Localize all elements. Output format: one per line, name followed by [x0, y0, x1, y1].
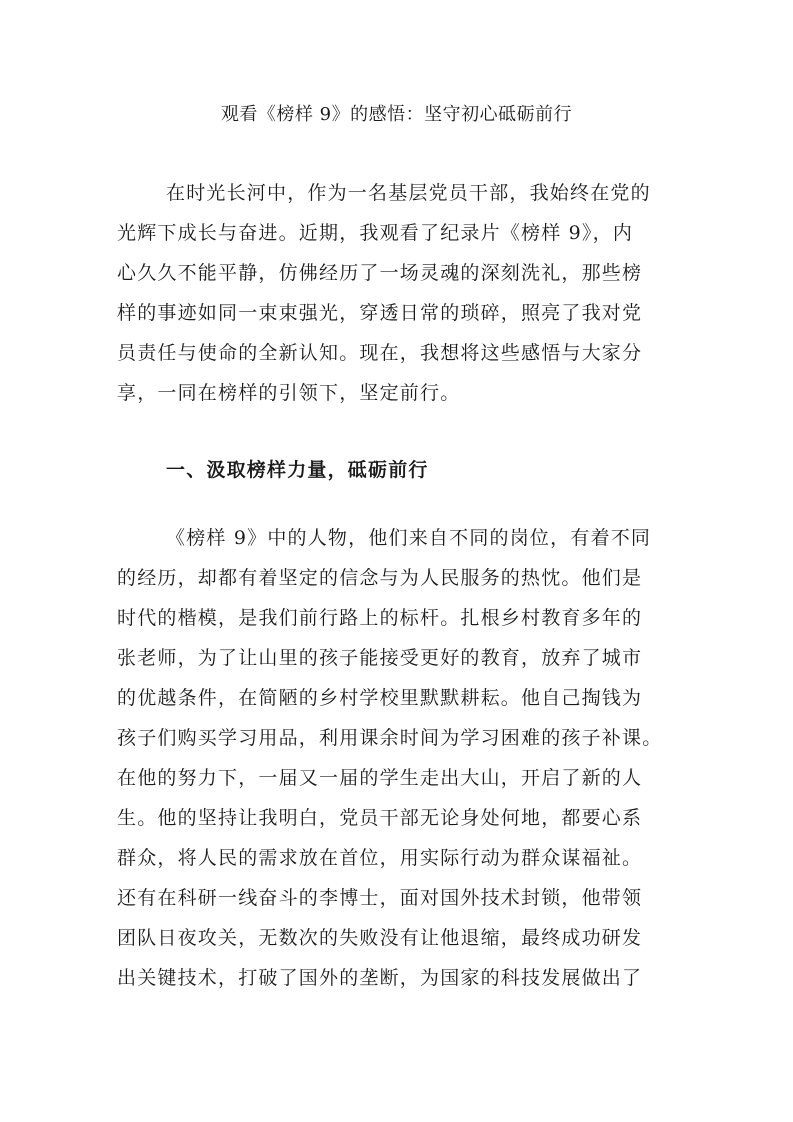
- paragraph-line: 时代的楷模，是我们前行路上的标杆。扎根乡村教育多年的: [117, 607, 643, 629]
- paragraph-line: 的经历，却都有着坚定的信念与为人民服务的热忱。他们是: [117, 567, 643, 589]
- paragraph-line: 张老师，为了让山里的孩子能接受更好的教育，放弃了城市: [117, 647, 643, 669]
- paragraph-line: 出关键技术，打破了国外的垄断，为国家的科技发展做出了: [117, 967, 643, 989]
- paragraph-line: 在时光长河中，作为一名基层党员干部，我始终在党的: [166, 182, 651, 204]
- paragraph-line: 在他的努力下，一届又一届的学生走出大山，开启了新的人: [117, 767, 643, 789]
- paragraph-line: 心久久不能平静，仿佛经历了一场灵魂的深刻洗礼，那些榜: [117, 262, 643, 284]
- paragraph-line: 团队日夜攻关，无数次的失败没有让他退缩，最终成功研发: [117, 927, 643, 949]
- paragraph-intro: [117, 173, 677, 413]
- paragraph-line: 《榜样 9》中的人物，他们来自不同的岗位，有着不同: [166, 527, 652, 549]
- paragraph-line: 生。他的坚持让我明白，党员干部无论身处何地，都要心系: [117, 807, 643, 829]
- paragraph-line: 享，一同在榜样的引领下，坚定前行。: [117, 382, 461, 404]
- paragraph-section1: [117, 518, 677, 998]
- paragraph-line: 群众，将人民的需求放在首位，用实际行动为群众谋福祉。: [117, 847, 643, 869]
- paragraph-line: 员责任与使命的全新认知。现在，我想将这些感悟与大家分: [117, 342, 643, 364]
- paragraph-line: 还有在科研一线奋斗的李博士，面对国外技术封锁，他带领: [117, 887, 643, 909]
- paragraph-line: 样的事迹如同一束束强光，穿透日常的琐碎，照亮了我对党: [117, 302, 643, 324]
- paragraph-line: 光辉下成长与奋进。近期，我观看了纪录片《榜样 9》，内: [117, 222, 634, 244]
- paragraph-line: 的优越条件，在简陋的乡村学校里默默耕耘。他自己掏钱为: [117, 687, 643, 709]
- section-heading: 一、汲取榜样力量，砥砺前行: [166, 459, 429, 481]
- paragraph-line: 孩子们购买学习用品，利用课余时间为学习困难的孩子补课。: [117, 727, 663, 749]
- document-title: 观看《榜样 9》的感悟：坚守初心砥砺前行: [220, 104, 573, 125]
